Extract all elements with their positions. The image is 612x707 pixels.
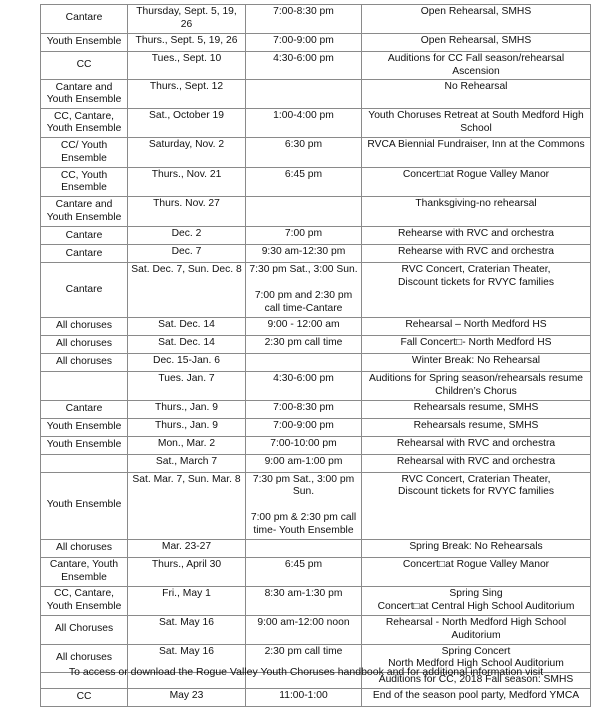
event-cell: Auditions for Spring season/rehearsals resume Children’s Chorus (362, 371, 591, 400)
event-cell: No Rehearsal (362, 80, 591, 109)
event-cell: Concert□at Rogue Valley Manor (362, 168, 591, 197)
schedule-row (41, 109, 591, 138)
date-cell: Thurs., Sept. 12 (128, 80, 246, 109)
time-cell: 7:00 pm (246, 227, 362, 245)
group-cell: Cantare, Youth Ensemble (41, 557, 128, 586)
group-cell: CC, Youth Ensemble (41, 168, 128, 197)
group-cell: CC (41, 51, 128, 80)
time-cell (246, 197, 362, 227)
date-cell: Sat. May 16 (128, 644, 246, 673)
event-cell: Rehearsal - North Medford High School Auditorium (362, 615, 591, 644)
event-cell: Open Rehearsal, SMHS (362, 33, 591, 51)
schedule-row (41, 168, 591, 197)
group-cell: Youth Ensemble (41, 436, 128, 454)
date-cell: Dec. 2 (128, 227, 246, 245)
date-cell: Thurs., Jan. 9 (128, 400, 246, 418)
group-cell: All choruses (41, 317, 128, 335)
date-cell: Thurs., April 30 (128, 557, 246, 586)
schedule-row (41, 33, 591, 51)
group-cell: Cantare (41, 227, 128, 245)
event-cell: RVC Concert, Craterian Theater, Discount tickets for RVYC families (362, 472, 591, 539)
event-cell: Winter Break: No Rehearsal (362, 353, 591, 371)
event-cell: Rehearsal with RVC and orchestra (362, 454, 591, 472)
date-cell: Dec. 15-Jan. 6 (128, 353, 246, 371)
date-cell: Thurs., Nov. 21 (128, 168, 246, 197)
schedule-row (41, 371, 591, 400)
time-cell: 11:00-1:00 (246, 689, 362, 707)
date-cell: Thurs., Jan. 9 (128, 418, 246, 436)
group-cell (41, 454, 128, 472)
group-cell: All Choruses (41, 615, 128, 644)
schedule-row (41, 615, 591, 644)
schedule-row (41, 454, 591, 472)
date-cell: Tues., Sept. 10 (128, 51, 246, 80)
event-cell: Spring Sing Concert□at Central High School Auditorium (362, 586, 591, 615)
date-cell: Sat. Dec. 7, Sun. Dec. 8 (128, 263, 246, 317)
time-cell: 6:45 pm (246, 168, 362, 197)
date-cell: Mar. 23-27 (128, 539, 246, 557)
group-cell: Youth Ensemble (41, 418, 128, 436)
date-cell: Fri., May 1 (128, 586, 246, 615)
schedule-row (41, 353, 591, 371)
date-cell: Sat., October 19 (128, 109, 246, 138)
date-cell: Dec. 7 (128, 245, 246, 263)
event-cell: Open Rehearsal, SMHS (362, 5, 591, 34)
schedule-row (41, 80, 591, 109)
date-cell: Thursday, Sept. 5, 19, 26 (128, 5, 246, 34)
group-cell: Cantare (41, 400, 128, 418)
date-cell: Tues. Jan. 7 (128, 371, 246, 400)
time-cell: 7:00-9:00 pm (246, 33, 362, 51)
schedule-row (41, 557, 591, 586)
date-cell: Sat. Dec. 14 (128, 335, 246, 353)
group-cell: Cantare (41, 263, 128, 317)
group-cell: All choruses (41, 353, 128, 371)
time-cell: 7:00-8:30 pm (246, 400, 362, 418)
schedule-row (41, 138, 591, 168)
schedule-row (41, 197, 591, 227)
date-cell: Saturday, Nov. 2 (128, 138, 246, 168)
group-cell (41, 371, 128, 400)
time-cell (246, 353, 362, 371)
time-cell: 7:00-8:30 pm (246, 5, 362, 34)
schedule-row (41, 245, 591, 263)
footer-text: To access or download the Rogue Valley Youth Choruses handbook and for additional information visit (68, 666, 544, 678)
date-cell: Sat. May 16 (128, 615, 246, 644)
group-cell: CC/ Youth Ensemble (41, 138, 128, 168)
time-cell: 7:00-10:00 pm (246, 436, 362, 454)
group-cell: Cantare (41, 245, 128, 263)
group-cell: All choruses (41, 644, 128, 673)
schedule-row (41, 539, 591, 557)
date-cell: Sat. Dec. 14 (128, 317, 246, 335)
event-cell: Rehearsals resume, SMHS (362, 400, 591, 418)
time-cell: 6:30 pm (246, 138, 362, 168)
group-cell: Cantare and Youth Ensemble (41, 197, 128, 227)
date-cell: May 23 (128, 689, 246, 707)
schedule-row (41, 335, 591, 353)
group-cell: All choruses (41, 539, 128, 557)
date-cell: Sat., March 7 (128, 454, 246, 472)
time-cell: 7:00-9:00 pm (246, 418, 362, 436)
event-cell: Youth Choruses Retreat at South Medford High School (362, 109, 591, 138)
event-cell: Thanksgiving-no rehearsal (362, 197, 591, 227)
group-cell: All choruses (41, 335, 128, 353)
schedule-row (41, 227, 591, 245)
schedule-row (41, 400, 591, 418)
time-cell: 6:45 pm (246, 557, 362, 586)
event-cell: Rehearsals resume, SMHS (362, 418, 591, 436)
date-cell: Mon., Mar. 2 (128, 436, 246, 454)
schedule-row (41, 51, 591, 80)
event-cell: RVCA Biennial Fundraiser, Inn at the Commons (362, 138, 591, 168)
time-cell: 9:30 am-12:30 pm (246, 245, 362, 263)
event-cell: Auditions for CC, 2018 Fall season: SMHS (362, 673, 591, 689)
group-cell: Youth Ensemble (41, 472, 128, 539)
event-cell: Rehearse with RVC and orchestra (362, 227, 591, 245)
event-cell: Concert□at Rogue Valley Manor (362, 557, 591, 586)
time-cell: 4:30-6:00 pm (246, 51, 362, 80)
time-cell: 1:00-4:00 pm (246, 109, 362, 138)
time-cell: 9:00 am-12:00 noon (246, 615, 362, 644)
group-cell: Youth Ensemble (41, 33, 128, 51)
event-cell: Auditions for CC Fall season/rehearsal Ascension (362, 51, 591, 80)
date-cell: Sat. Mar. 7, Sun. Mar. 8 (128, 472, 246, 539)
event-cell: Fall Concert□- North Medford HS (362, 335, 591, 353)
event-cell: Rehearsal with RVC and orchestra (362, 436, 591, 454)
schedule-row (41, 418, 591, 436)
date-cell: Thurs. Nov. 27 (128, 197, 246, 227)
schedule-row (41, 263, 591, 317)
group-cell: CC (41, 689, 128, 707)
group-cell: Cantare (41, 5, 128, 34)
group-cell: CC, Cantare, Youth Ensemble (41, 109, 128, 138)
schedule-body (41, 5, 591, 707)
schedule-row (41, 689, 591, 707)
time-cell: 7:30 pm Sat., 3:00 Sun. 7:00 pm and 2:30 pm call time-Cantare (246, 263, 362, 317)
time-cell: 4:30-6:00 pm (246, 371, 362, 400)
schedule-row (41, 472, 591, 539)
schedule-row (41, 436, 591, 454)
time-cell: 7:30 pm Sat., 3:00 pm Sun. 7:00 pm & 2:30 pm call time- Youth Ensemble (246, 472, 362, 539)
time-cell: 8:30 am-1:30 pm (246, 586, 362, 615)
group-cell: Cantare and Youth Ensemble (41, 80, 128, 109)
time-cell (246, 539, 362, 557)
schedule-table (40, 4, 591, 707)
event-cell: Spring Break: No Rehearsals (362, 539, 591, 557)
event-cell: Rehearse with RVC and orchestra (362, 245, 591, 263)
date-cell: Thurs., Sept. 5, 19, 26 (128, 33, 246, 51)
time-cell: 2:30 pm call time (246, 335, 362, 353)
group-cell: CC, Cantare, Youth Ensemble (41, 586, 128, 615)
event-cell: End of the season pool party, Medford YMCA (362, 689, 591, 707)
time-cell (246, 80, 362, 109)
schedule-row (41, 586, 591, 615)
event-cell: Rehearsal – North Medford HS (362, 317, 591, 335)
schedule-row (41, 317, 591, 335)
schedule-row (41, 5, 591, 34)
event-cell: RVC Concert, Craterian Theater, Discount tickets for RVYC families (362, 263, 591, 317)
time-cell: 9:00 am-1:00 pm (246, 454, 362, 472)
event-cell: Spring Concert North Medford High School Auditorium (362, 644, 591, 673)
time-cell: 2:30 pm call time (246, 644, 362, 673)
time-cell: 9:00 - 12:00 am (246, 317, 362, 335)
